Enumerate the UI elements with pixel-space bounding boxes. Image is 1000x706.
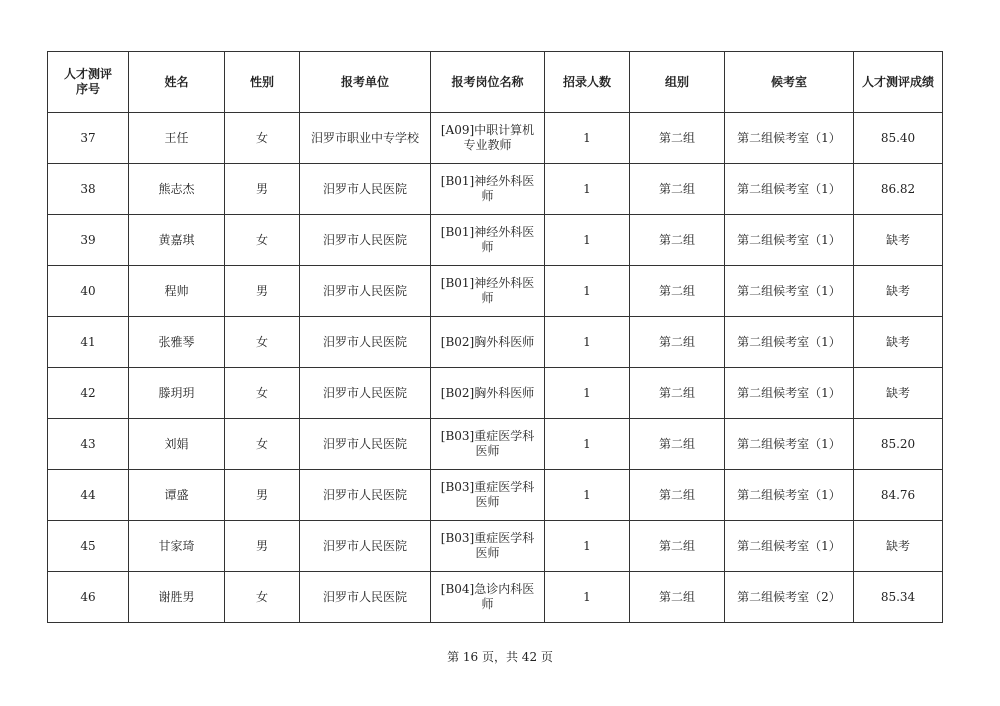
- table-row: [48, 164, 943, 215]
- cell-gender: 女: [225, 113, 300, 164]
- cell-gender: 男: [225, 521, 300, 572]
- cell-gender: 女: [225, 368, 300, 419]
- cell-position: [B03]重症医学科医师: [431, 521, 545, 572]
- cell-name: 张雅琴: [129, 317, 225, 368]
- table-row: [48, 215, 943, 266]
- cell-name: 黄嘉琪: [129, 215, 225, 266]
- cell-gender: 女: [225, 572, 300, 623]
- cell-score: 缺考: [854, 266, 943, 317]
- cell-position: [B02]胸外科医师: [431, 317, 545, 368]
- cell-id: 41: [48, 317, 129, 368]
- cell-score: 84.76: [854, 470, 943, 521]
- cell-score: 85.40: [854, 113, 943, 164]
- table-row: [48, 470, 943, 521]
- cell-gender: 男: [225, 470, 300, 521]
- cell-group: 第二组: [630, 317, 725, 368]
- cell-score: 86.82: [854, 164, 943, 215]
- cell-quota: 1: [545, 164, 630, 215]
- cell-group: 第二组: [630, 215, 725, 266]
- cell-group: 第二组: [630, 164, 725, 215]
- table-body: [48, 113, 943, 623]
- cell-quota: 1: [545, 368, 630, 419]
- cell-room: 第二组候考室（1）: [725, 164, 854, 215]
- header-cell-room: 候考室: [725, 52, 854, 113]
- cell-position: [B03]重症医学科医师: [431, 419, 545, 470]
- cell-group: 第二组: [630, 266, 725, 317]
- cell-room: 第二组候考室（2）: [725, 572, 854, 623]
- cell-unit: 汨罗市人民医院: [300, 215, 431, 266]
- cell-position: [A09]中职计算机专业教师: [431, 113, 545, 164]
- cell-name: 刘娟: [129, 419, 225, 470]
- header-cell-unit: 报考单位: [300, 52, 431, 113]
- cell-name: 王任: [129, 113, 225, 164]
- header-cell-quota: 招录人数: [545, 52, 630, 113]
- cell-id: 39: [48, 215, 129, 266]
- cell-name: 熊志杰: [129, 164, 225, 215]
- header-cell-position: 报考岗位名称: [431, 52, 545, 113]
- cell-position: [B01]神经外科医师: [431, 266, 545, 317]
- cell-name: 谢胜男: [129, 572, 225, 623]
- cell-quota: 1: [545, 470, 630, 521]
- cell-id: 45: [48, 521, 129, 572]
- cell-unit: 汨罗市人民医院: [300, 266, 431, 317]
- cell-id: 38: [48, 164, 129, 215]
- cell-id: 37: [48, 113, 129, 164]
- cell-position: [B01]神经外科医师: [431, 164, 545, 215]
- cell-quota: 1: [545, 266, 630, 317]
- cell-room: 第二组候考室（1）: [725, 215, 854, 266]
- cell-room: 第二组候考室（1）: [725, 368, 854, 419]
- cell-position: [B04]急诊内科医师: [431, 572, 545, 623]
- cell-group: 第二组: [630, 419, 725, 470]
- cell-gender: 女: [225, 317, 300, 368]
- cell-gender: 男: [225, 266, 300, 317]
- table-row: [48, 266, 943, 317]
- cell-gender: 女: [225, 215, 300, 266]
- cell-unit: 汨罗市人民医院: [300, 419, 431, 470]
- cell-unit: 汨罗市人民医院: [300, 521, 431, 572]
- cell-room: 第二组候考室（1）: [725, 113, 854, 164]
- cell-group: 第二组: [630, 113, 725, 164]
- table-row: [48, 317, 943, 368]
- header-cell-id: 人才测评序号: [48, 52, 129, 113]
- cell-position: [B03]重症医学科医师: [431, 470, 545, 521]
- cell-id: 44: [48, 470, 129, 521]
- cell-group: 第二组: [630, 368, 725, 419]
- cell-id: 42: [48, 368, 129, 419]
- header-cell-name: 姓名: [129, 52, 225, 113]
- header-row: [48, 52, 943, 113]
- cell-score: 缺考: [854, 521, 943, 572]
- cell-quota: 1: [545, 521, 630, 572]
- cell-name: 程帅: [129, 266, 225, 317]
- cell-position: [B02]胸外科医师: [431, 368, 545, 419]
- table-row: [48, 521, 943, 572]
- table-row: [48, 368, 943, 419]
- cell-unit: 汨罗市人民医院: [300, 317, 431, 368]
- cell-gender: 男: [225, 164, 300, 215]
- cell-room: 第二组候考室（1）: [725, 419, 854, 470]
- cell-quota: 1: [545, 572, 630, 623]
- header-cell-gender: 性别: [225, 52, 300, 113]
- cell-id: 43: [48, 419, 129, 470]
- cell-id: 40: [48, 266, 129, 317]
- cell-unit: 汨罗市人民医院: [300, 164, 431, 215]
- cell-room: 第二组候考室（1）: [725, 521, 854, 572]
- header-cell-score: 人才测评成绩: [854, 52, 943, 113]
- cell-quota: 1: [545, 317, 630, 368]
- cell-score: 缺考: [854, 317, 943, 368]
- cell-unit: 汨罗市人民医院: [300, 368, 431, 419]
- cell-id: 46: [48, 572, 129, 623]
- cell-group: 第二组: [630, 572, 725, 623]
- cell-gender: 女: [225, 419, 300, 470]
- cell-room: 第二组候考室（1）: [725, 266, 854, 317]
- cell-unit: 汨罗市职业中专学校: [300, 113, 431, 164]
- cell-name: 谭盛: [129, 470, 225, 521]
- cell-unit: 汨罗市人民医院: [300, 572, 431, 623]
- cell-score: 缺考: [854, 368, 943, 419]
- cell-room: 第二组候考室（1）: [725, 470, 854, 521]
- table-row: [48, 113, 943, 164]
- cell-score: 缺考: [854, 215, 943, 266]
- cell-group: 第二组: [630, 521, 725, 572]
- cell-unit: 汨罗市人民医院: [300, 470, 431, 521]
- table-row: [48, 572, 943, 623]
- score-table: [47, 51, 943, 623]
- cell-score: 85.20: [854, 419, 943, 470]
- table-row: [48, 419, 943, 470]
- cell-quota: 1: [545, 419, 630, 470]
- cell-room: 第二组候考室（1）: [725, 317, 854, 368]
- header-cell-group: 组别: [630, 52, 725, 113]
- cell-name: 滕玥玥: [129, 368, 225, 419]
- cell-group: 第二组: [630, 470, 725, 521]
- cell-quota: 1: [545, 215, 630, 266]
- cell-name: 甘家琦: [129, 521, 225, 572]
- page-footer: 第 16 页，共 42 页: [447, 650, 553, 664]
- cell-score: 85.34: [854, 572, 943, 623]
- cell-position: [B01]神经外科医师: [431, 215, 545, 266]
- cell-quota: 1: [545, 113, 630, 164]
